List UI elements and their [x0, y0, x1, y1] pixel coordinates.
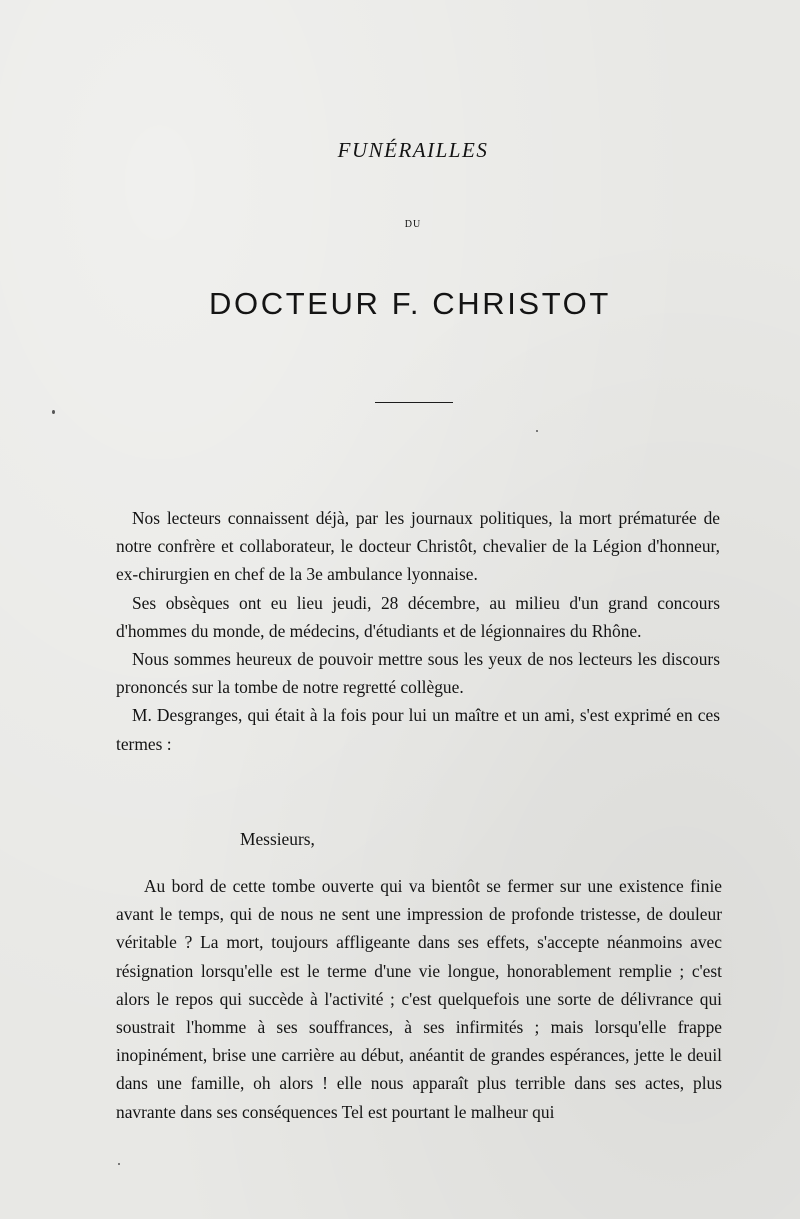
- intro-paragraph-3: Nous sommes heureux de pouvoir mettre sous les yeux de nos lecteurs les discours prononcés sur la tombe de notre regretté collègue.: [116, 649, 720, 698]
- heading-du: DU: [404, 219, 422, 230]
- intro-paragraph-1: Nos lecteurs connaissent déjà, par les journaux politiques, la mort prématurée de notre confrère et collaborateur, le docteur Christôt, chevalier de la Légion d'honneur, ex-chirurgien en chef de la 3e ambulance lyonnaise.: [116, 508, 720, 585]
- paper-speck: [536, 430, 538, 432]
- page-title: DOCTEUR F. CHRISTOT: [209, 286, 611, 321]
- title-divider: [375, 402, 453, 403]
- intro-paragraph-2: Ses obsèques ont eu lieu jeudi, 28 décembre, au milieu d'un grand concours d'hommes du monde, de médecins, d'étudiants et de légionnaires du Rhône.: [116, 592, 720, 641]
- intro-text: [116, 504, 720, 758]
- speech-paragraph-1: Au bord de cette tombe ouverte qui va bientôt se fermer sur une existence finie avant le temps, qui de nous ne sent une impression de profonde tristesse, de douleur véritable ? La mort, toujours affligeante dans ses effets, s'accepte néanmoins avec résignation lorsqu'elle est le terme d'une vie longue, honorablement remplie ; c'est alors le repos qui succède à l'activité ; c'est quelquefois une sorte de délivrance qui soustrait l'homme à ses souffrances, à ses infirmités ; mais lorsqu'elle frappe inopinément, brise une carrière au début, anéantit de grandes espérances, jette le deuil dans une famille, oh alors ! elle nous apparaît plus terrible dans ses actes, plus navrante dans ses conséquences Tel est pourtant le malheur qui: [116, 876, 722, 1122]
- speech-salutation: Messieurs,: [240, 829, 315, 849]
- paper-speck: [52, 410, 55, 414]
- paper-speck: [118, 1163, 120, 1165]
- heading-funerailles: FUNÉRAILLES: [337, 138, 489, 162]
- speech-text: [116, 872, 722, 1126]
- intro-paragraph-4: M. Desgranges, qui était à la fois pour lui un maître et un ami, s'est exprimé en ces termes :: [116, 705, 720, 754]
